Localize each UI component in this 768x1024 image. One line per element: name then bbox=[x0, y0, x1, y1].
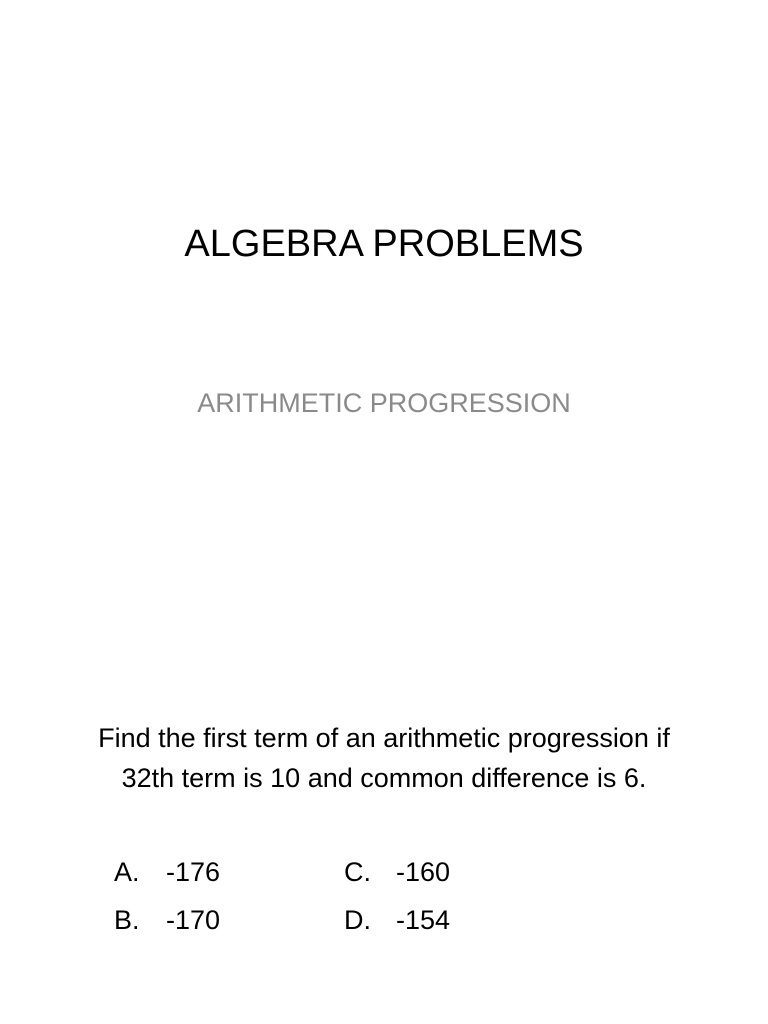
question-line-2: 32th term is 10 and common difference is 6. bbox=[121, 763, 647, 793]
slide-title: ALGEBRA PROBLEMS bbox=[184, 223, 584, 265]
question-text bbox=[24, 718, 744, 798]
question-line-1: Find the first term of an arithmetic progression if bbox=[98, 723, 670, 753]
choice-value: -170 bbox=[166, 905, 221, 935]
choice-letter: D. bbox=[344, 905, 371, 935]
choice-value: -154 bbox=[396, 905, 451, 935]
choice-a bbox=[114, 852, 220, 892]
choice-letter: B. bbox=[114, 905, 140, 935]
choice-value: -176 bbox=[166, 857, 221, 887]
choice-d bbox=[344, 900, 450, 940]
choice-b bbox=[114, 900, 220, 940]
choice-value: -160 bbox=[396, 857, 451, 887]
choice-c bbox=[344, 852, 450, 892]
choice-letter: C. bbox=[344, 857, 371, 887]
answer-choices bbox=[114, 852, 674, 952]
choice-letter: A. bbox=[114, 857, 140, 887]
slide-subtitle: ARITHMETIC PROGRESSION bbox=[197, 388, 571, 418]
